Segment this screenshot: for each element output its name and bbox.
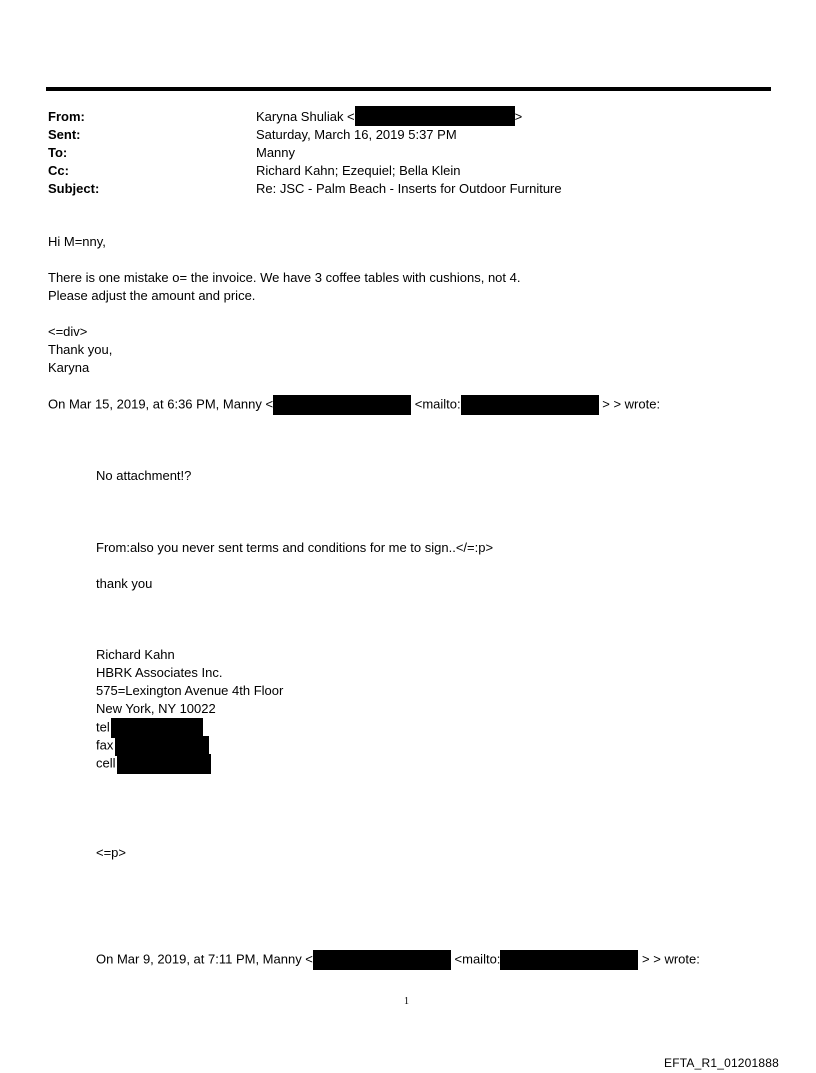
quote-line-2 — [96, 950, 700, 970]
subject-label: Subject: — [48, 181, 100, 196]
redaction-block — [461, 395, 599, 415]
sender-name: Karyna — [48, 360, 90, 375]
cc-row — [48, 162, 562, 180]
subject-row — [48, 180, 562, 198]
sent-row — [48, 126, 562, 144]
redaction-block — [355, 106, 515, 126]
redaction-block — [115, 736, 209, 756]
page-number: 1 — [404, 996, 409, 1007]
from-value — [256, 108, 522, 126]
sent-label: Sent: — [48, 127, 81, 142]
sent-value: Saturday, March 16, 2019 5:37 PM — [256, 127, 457, 142]
cc-label: Cc: — [48, 163, 69, 178]
to-row — [48, 144, 562, 162]
quote2-prefix: On Mar 9, 2019, at 7:11 PM, Manny < — [96, 951, 313, 967]
sig-cell-row — [96, 754, 283, 772]
redaction-block — [313, 950, 451, 970]
quote-line-1 — [48, 395, 660, 415]
cc-value: Richard Kahn; Ezequiel; Bella Klein — [256, 163, 461, 178]
sig-fax-row — [96, 736, 283, 754]
p-tag: <=p> — [96, 845, 127, 860]
quote1-prefix: On Mar 15, 2019, at 6:36 PM, Manny < — [48, 396, 274, 412]
sig-tel-label: tel — [96, 719, 110, 735]
quote2-suffix: > > wrote: — [642, 951, 700, 967]
body-line-1: There is one mistake o= the invoice. We have 3 coffee tables with cushions, not 4. — [48, 270, 521, 285]
from-label: From: — [48, 109, 85, 124]
signature-block — [96, 646, 283, 772]
sig-address-1: 575=Lexington Avenue 4th Floor — [96, 683, 284, 698]
greeting: Hi M=nny, — [48, 234, 106, 249]
redaction-block — [273, 395, 411, 415]
sig-cell-label: cell — [96, 755, 116, 771]
bates-number: EFTA_R1_01201888 — [664, 1056, 780, 1070]
sig-tel-row — [96, 718, 283, 736]
sig-address-2: New York, NY 10022 — [96, 701, 216, 716]
subject-value: Re: JSC - Palm Beach - Inserts for Outdoor Furniture — [256, 181, 562, 196]
thanks: Thank you, — [48, 342, 113, 357]
from-name: Karyna Shuliak < — [256, 109, 355, 124]
from-close: > — [514, 109, 523, 124]
div-tag: <=div> — [48, 324, 88, 339]
quote1-suffix: > > wrote: — [602, 396, 661, 412]
terms-line: From:also you never sent terms and conditions for me to sign..</=:p> — [96, 540, 494, 555]
no-attachment: No attachment!? — [96, 468, 192, 483]
redaction-block — [117, 754, 211, 774]
body-line-2: Please adjust the amount and price. — [48, 288, 256, 303]
sig-fax-label: fax — [96, 737, 114, 753]
header-rule — [46, 87, 771, 91]
sig-name: Richard Kahn — [96, 647, 175, 662]
redaction-block — [111, 718, 203, 738]
thank-you: thank you — [96, 576, 153, 591]
email-header — [48, 108, 562, 198]
sig-company: HBRK Associates Inc. — [96, 665, 223, 680]
to-label: To: — [48, 145, 68, 160]
to-value: Manny — [256, 145, 296, 160]
redaction-block — [500, 950, 638, 970]
quote2-mailto: <mailto: — [454, 951, 501, 967]
from-row — [48, 108, 562, 126]
quote1-mailto: <mailto: — [414, 396, 461, 412]
